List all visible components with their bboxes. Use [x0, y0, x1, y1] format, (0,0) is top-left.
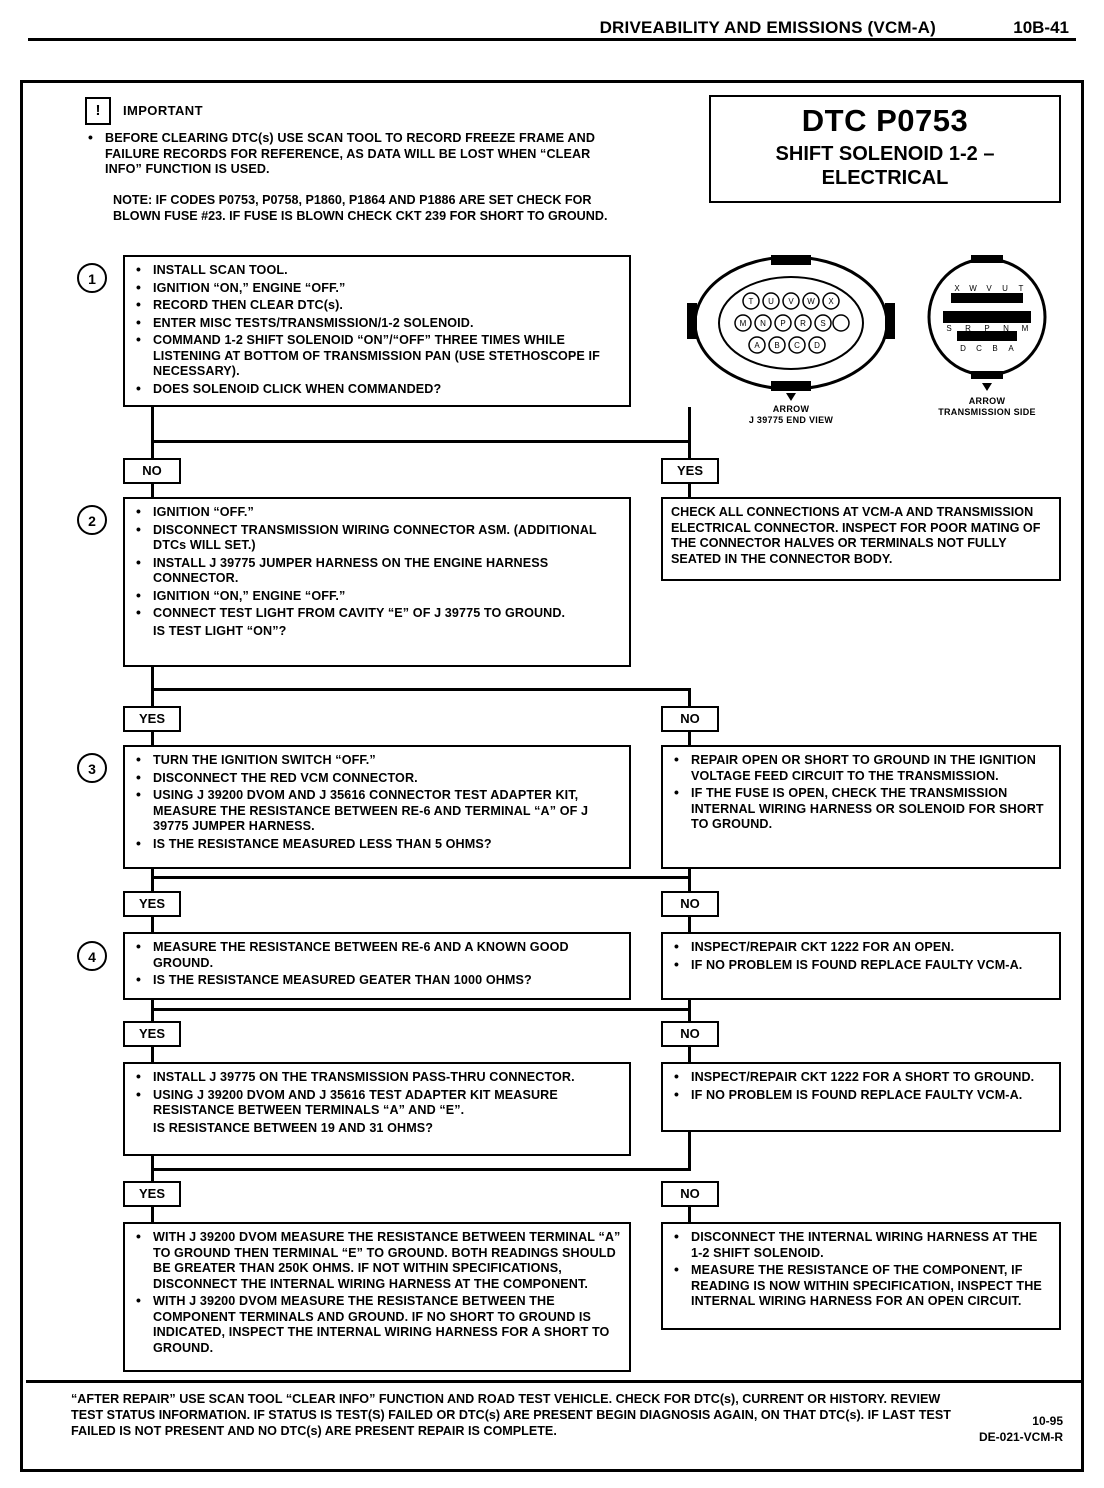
step-3-bullet-2: • DISCONNECT THE RED VCM CONNECTOR. — [133, 771, 621, 787]
connector-line — [151, 407, 154, 443]
connector-line — [151, 688, 154, 708]
result-2-box — [661, 745, 1061, 869]
branch-yes-2: YES — [123, 706, 181, 732]
svg-text:U: U — [1002, 284, 1008, 293]
svg-text:T: T — [748, 297, 754, 306]
connector-line — [151, 484, 154, 498]
footer-note: “AFTER REPAIR” USE SCAN TOOL “CLEAR INFO” FUNCTION AND ROAD TEST VEHICLE. CHECK FOR DTC(s), CURRENT OR HISTORY. REVIEW TEST STATUS INFORMATION. IF STATUS IS TEST(S) FAILED OR DTC(s) ARE PRESENT BEGIN DIAGNOSIS AGAIN, ON THAT DTC(s). IF LAST TEST FAILED IS NOT PRESENT AND NO DTC(s) ARE PRESENT REPAIR IS COMPLETE. — [71, 1392, 951, 1438]
svg-text:W: W — [807, 297, 815, 306]
svg-text:B: B — [992, 344, 998, 353]
connector-left-graphic — [685, 253, 897, 403]
svg-text:A: A — [1008, 344, 1014, 353]
branch-no-1: NO — [123, 458, 181, 484]
svg-text:V: V — [986, 284, 992, 293]
result-1-box — [661, 497, 1061, 581]
result-5-bullet-1: • DISCONNECT THE INTERNAL WIRING HARNESS AT THE 1-2 SHIFT SOLENOID. — [671, 1230, 1051, 1261]
result-3-bullet-2: • IF NO PROBLEM IS FOUND REPLACE FAULTY VCM-A. — [671, 958, 1051, 974]
connector-diagram-left — [685, 253, 897, 426]
branch-yes-1: YES — [661, 458, 719, 484]
footer-date: 10-95 — [1032, 1414, 1063, 1428]
step-3-box — [123, 745, 631, 869]
step-1-box — [123, 255, 631, 407]
step-2-bullet-2: • DISCONNECT TRANSMISSION WIRING CONNECTOR ASM. (ADDITIONAL DTCs WILL SET.) — [133, 523, 621, 554]
step-4-bullet-1: • MEASURE THE RESISTANCE BETWEEN RE-6 AND A KNOWN GOOD GROUND. — [133, 940, 621, 971]
step-2-box — [123, 497, 631, 667]
connector-line — [688, 407, 691, 443]
connector-line — [688, 917, 691, 933]
result-2-bullet-1: • REPAIR OPEN OR SHORT TO GROUND IN THE IGNITION VOLTAGE FEED CIRCUIT TO THE TRANSMISSION. — [671, 753, 1051, 784]
svg-text:R: R — [800, 319, 806, 328]
result-3-bullet-1: • INSPECT/REPAIR CKT 1222 FOR AN OPEN. — [671, 940, 1051, 956]
connector-line — [688, 1047, 691, 1063]
important-label: IMPORTANT — [123, 103, 203, 118]
svg-text:S: S — [820, 319, 826, 328]
step-2-bullet-1: • IGNITION “OFF.” — [133, 505, 621, 521]
connector-line — [688, 1207, 691, 1223]
svg-text:X: X — [954, 284, 960, 293]
important-text — [85, 131, 605, 180]
connector-right-caption-1: ARROW — [968, 396, 1006, 406]
step-3-question: • IS THE RESISTANCE MEASURED LESS THAN 5 OHMS? — [133, 837, 621, 853]
result-4-bullet-2: • IF NO PROBLEM IS FOUND REPLACE FAULTY VCM-A. — [671, 1088, 1051, 1104]
connector-line — [151, 688, 691, 691]
svg-text:D: D — [960, 344, 966, 353]
connector-line — [688, 732, 691, 746]
step-2-number: 2 — [77, 505, 107, 535]
branch-yes-4: YES — [123, 1021, 181, 1047]
result-4-box — [661, 1062, 1061, 1132]
step-2-bullet-4: • IGNITION “ON,” ENGINE “OFF.” — [133, 589, 621, 605]
svg-text:C: C — [976, 344, 982, 353]
svg-text:R: R — [965, 324, 971, 333]
connector-diagram-right — [913, 253, 1061, 418]
svg-text:U: U — [768, 297, 774, 306]
connector-line — [688, 440, 691, 460]
important-bullet: • BEFORE CLEARING DTC(s) USE SCAN TOOL TO RECORD FREEZE FRAME AND FAILURE RECORDS FOR REFERENCE, AS DATA WILL BE LOST WHEN “CLEAR INFO” FUNCTION IS USED. — [85, 131, 605, 178]
svg-text:A: A — [754, 341, 760, 350]
svg-text:N: N — [760, 319, 766, 328]
step-3-number: 3 — [77, 753, 107, 783]
svg-text:M: M — [1021, 324, 1029, 333]
connector-line — [151, 440, 691, 443]
step-5-box — [123, 1062, 631, 1156]
svg-text:D: D — [814, 341, 820, 350]
footer-divider — [26, 1380, 1084, 1383]
branch-yes-5: YES — [123, 1181, 181, 1207]
step-3-bullet-3: • USING J 39200 DVOM AND J 35616 CONNECTOR TEST ADAPTER KIT, MEASURE THE RESISTANCE BETWEEN RE-6 AND TERMINAL “A” OF J 39775 JUMPER HARNESS. — [133, 788, 621, 835]
result-1-text: CHECK ALL CONNECTIONS AT VCM-A AND TRANSMISSION ELECTRICAL CONNECTOR. INSPECT FOR POOR MATING OF THE CONNECTOR HALVES OR TERMINALS NOT FULLY SEATED IN THE CONNECTOR BODY. — [671, 505, 1041, 566]
branch-yes-3: YES — [123, 891, 181, 917]
step-4-box — [123, 932, 631, 1000]
branch-no-5: NO — [661, 1181, 719, 1207]
dtc-subtitle-line1: SHIFT SOLENOID 1-2 – — [775, 143, 995, 165]
connector-left-caption-2: J 39775 END VIEW — [748, 415, 834, 425]
step-1-bullet-2: • IGNITION “ON,” ENGINE “OFF.” — [133, 281, 621, 297]
connector-line — [688, 484, 691, 498]
footer-docid: DE-021-VCM-R — [978, 1430, 1063, 1444]
step-1-bullet-4: • ENTER MISC TESTS/TRANSMISSION/1-2 SOLENOID. — [133, 316, 621, 332]
header-page-number: 10B-41 — [1013, 18, 1069, 37]
step-1-bullet-6: • DOES SOLENOID CLICK WHEN COMMANDED? — [133, 382, 621, 398]
result-2-bullet-2: • IF THE FUSE IS OPEN, CHECK THE TRANSMISSION INTERNAL WIRING HARNESS OR SOLENOID FOR SHORT TO GROUND. — [671, 786, 1051, 833]
step-4-number: 4 — [77, 941, 107, 971]
branch-no-4: NO — [661, 1021, 719, 1047]
connector-line — [151, 732, 154, 746]
dtc-title-box — [709, 95, 1061, 203]
step-5-bullet-1: • INSTALL J 39775 ON THE TRANSMISSION PASS-THRU CONNECTOR. — [133, 1070, 621, 1086]
branch-no-3: NO — [661, 891, 719, 917]
connector-left-caption-1: ARROW — [772, 404, 810, 414]
connector-line — [151, 917, 154, 933]
step-4-question: • IS THE RESISTANCE MEASURED GEATER THAN 1000 OHMS? — [133, 973, 621, 989]
svg-text:T: T — [1018, 284, 1024, 293]
result-4-bullet-1: • INSPECT/REPAIR CKT 1222 FOR A SHORT TO GROUND. — [671, 1070, 1051, 1086]
step-6-bullet-1: • WITH J 39200 DVOM MEASURE THE RESISTANCE BETWEEN TERMINAL “A” TO GROUND THEN TERMINAL “E” TO GROUND. BOTH READINGS SHOULD BE GREATER THAN 250K OHMS. IF NOT WITHIN SPECIFICATIONS, DISCONNECT THE INTERNAL WIRING HARNESS AT THE COMPONENT. — [133, 1230, 621, 1292]
connector-line — [151, 1168, 691, 1171]
connector-line — [151, 1047, 154, 1063]
step-2-question: IS TEST LIGHT “ON”? — [153, 623, 287, 638]
step-5-question: IS RESISTANCE BETWEEN 19 AND 31 OHMS? — [153, 1120, 434, 1135]
step-1-bullet-1: • INSTALL SCAN TOOL. — [133, 263, 621, 279]
step-1-bullet-5: • COMMAND 1-2 SHIFT SOLENOID “ON”/“OFF” THREE TIMES WHILE LISTENING AT BOTTOM OF TRANSMISSION PAN (USE STETHOSCOPE IF NECESSARY). — [133, 333, 621, 380]
step-6-bullet-2: • WITH J 39200 DVOM MEASURE THE RESISTANCE BETWEEN THE COMPONENT TERMINALS AND GROUND. IF NO SHORT TO GROUND IS INDICATED, INSPECT THE INTERNAL WIRING HARNESS FOR A SHORT TO GROUND. — [133, 1294, 621, 1356]
connector-line — [151, 1207, 154, 1223]
svg-text:S: S — [946, 324, 952, 333]
connector-line — [151, 1008, 691, 1011]
svg-text:B: B — [774, 341, 780, 350]
svg-text:P: P — [780, 319, 786, 328]
important-note: NOTE: IF CODES P0753, P0758, P1860, P1864 AND P1886 ARE SET CHECK FOR BLOWN FUSE #23. IF FUSE IS BLOWN CHECK CKT 239 FOR SHORT TO GROUND. — [113, 193, 608, 223]
result-5-bullet-2: • MEASURE THE RESISTANCE OF THE COMPONENT, IF READING IS NOW WITHIN SPECIFICATION, INSPECT THE INTERNAL WIRING HARNESS FOR AN OPEN CIRCUIT. — [671, 1263, 1051, 1310]
dtc-code: DTC P0753 — [801, 103, 969, 138]
svg-text:X: X — [828, 297, 834, 306]
connector-line — [688, 688, 691, 708]
step-3-bullet-1: • TURN THE IGNITION SWITCH “OFF.” — [133, 753, 621, 769]
dtc-subtitle-line2: ELECTRICAL — [821, 167, 949, 189]
step-6-box — [123, 1222, 631, 1372]
footer-meta — [979, 1413, 1063, 1445]
header-title: DRIVEABILITY AND EMISSIONS (VCM-A) — [599, 18, 936, 37]
step-5-bullet-2: • USING J 39200 DVOM AND J 35616 TEST ADAPTER KIT MEASURE RESISTANCE BETWEEN TERMINALS “A” AND “E”. — [133, 1088, 621, 1119]
svg-text:N: N — [1003, 324, 1009, 333]
step-1-number: 1 — [77, 263, 107, 293]
important-icon: ! — [85, 97, 111, 125]
svg-text:M: M — [739, 319, 747, 328]
header-divider — [28, 38, 1076, 41]
step-2-bullet-3: • INSTALL J 39775 JUMPER HARNESS ON THE ENGINE HARNESS CONNECTOR. — [133, 556, 621, 587]
connector-right-caption-2: TRANSMISSION SIDE — [938, 407, 1036, 417]
svg-text:P: P — [984, 324, 990, 333]
result-3-box — [661, 932, 1061, 1000]
step-1-bullet-3: • RECORD THEN CLEAR DTC(s). — [133, 298, 621, 314]
connector-right-graphic — [913, 253, 1061, 393]
svg-text:C: C — [794, 341, 800, 350]
step-2-bullet-5: • CONNECT TEST LIGHT FROM CAVITY “E” OF J 39775 TO GROUND. — [133, 606, 621, 622]
svg-text:V: V — [788, 297, 794, 306]
connector-line — [688, 1132, 691, 1168]
branch-no-2: NO — [661, 706, 719, 732]
connector-line — [151, 876, 691, 879]
svg-text:W: W — [969, 284, 977, 293]
result-5-box — [661, 1222, 1061, 1330]
diagnostic-chart-frame — [20, 80, 1084, 1472]
connector-line — [151, 440, 154, 460]
